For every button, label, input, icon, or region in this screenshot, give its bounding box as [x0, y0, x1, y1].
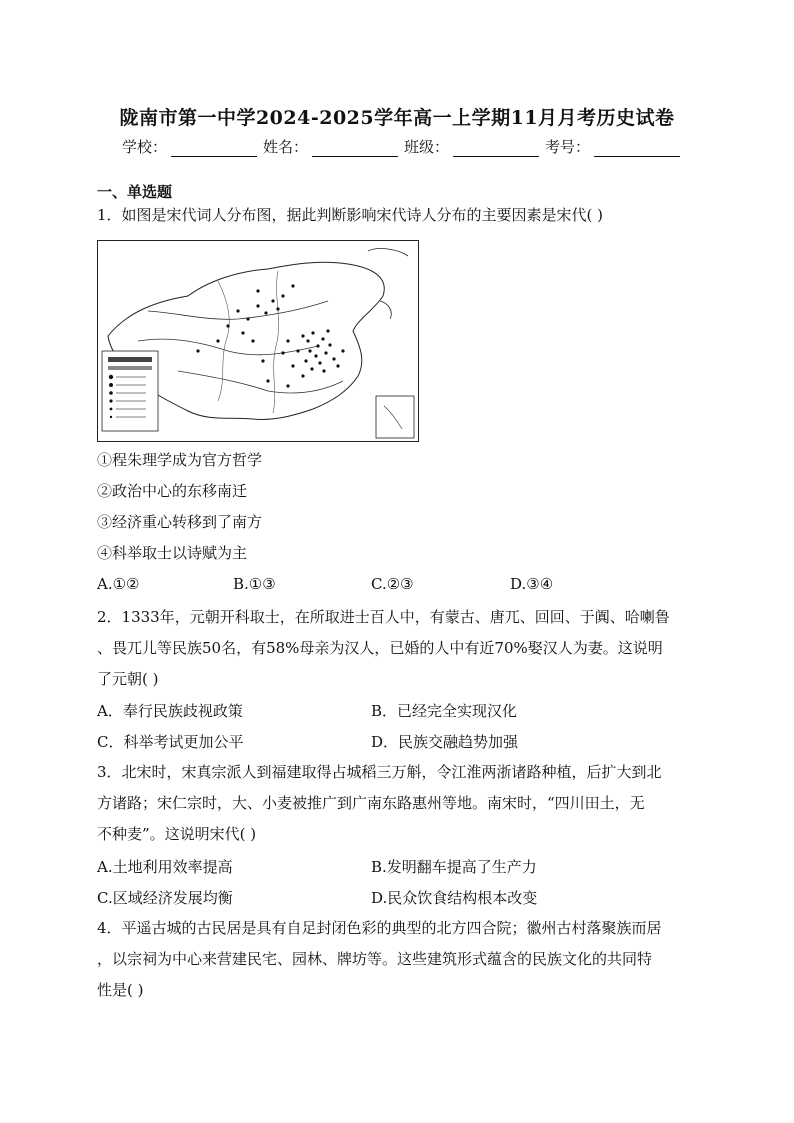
q3-stem-line-1: 3．北宋时，宋真宗派人到福建取得占城稻三万斛，令江淮两浙诸路种植，后扩大到北 [97, 763, 662, 781]
exam-title: 陇南市第一中学2024-2025学年高一上学期11月月考历史试卷 [119, 107, 675, 129]
song-poet-distribution-map [97, 240, 419, 442]
q3-option-d[interactable]: D.民众饮食结构根本改变 [371, 889, 538, 907]
q4-stem-line-3: 性是( ) [97, 981, 144, 999]
school-blank [171, 140, 257, 157]
class-blank [453, 140, 539, 157]
q1-statement-1: ①程朱理学成为官方哲学 [97, 451, 263, 469]
student-info-row [122, 136, 686, 157]
q3-stem-line-2: 方诸路；宋仁宗时，大、小麦被推广到广南东路惠州等地。南宋时，“四川田土，无 [97, 794, 645, 812]
number-label: 考号： [545, 138, 591, 156]
map-legend [102, 351, 158, 431]
name-blank [312, 140, 398, 157]
q1-option-a[interactable]: A.①② [97, 575, 140, 593]
q3-option-b[interactable]: B.发明翻车提高了生产力 [371, 858, 537, 876]
number-blank [594, 140, 680, 157]
q2-option-c[interactable]: C．科举考试更加公平 [97, 733, 244, 751]
q1-option-b[interactable]: B.①③ [233, 575, 276, 593]
q2-stem-line-1: 2．1333年，元朝开科取士，在所取进士百人中，有蒙古、唐兀、回回、于阗、哈喇鲁 [97, 608, 670, 626]
q1-option-d[interactable]: D.③④ [510, 575, 554, 593]
q1-statement-2: ②政治中心的东移南迁 [97, 482, 248, 500]
q1-statement-4: ④科举取士以诗赋为主 [97, 544, 248, 562]
q1-statement-3: ③经济重心转移到了南方 [97, 513, 263, 531]
q2-option-a[interactable]: A．奉行民族歧视政策 [97, 702, 243, 720]
map-inset [376, 396, 414, 438]
q2-stem-line-2: 、畏兀儿等民族50名，有58%母亲为汉人，已婚的人中有近70%娶汉人为妻。这说明 [97, 639, 663, 657]
q3-option-a[interactable]: A.土地利用效率提高 [97, 858, 233, 876]
q4-stem-line-1: 4．平遥古城的古民居是具有自足封闭色彩的典型的北方四合院；徽州古村落聚族而居 [97, 919, 662, 937]
q2-option-b[interactable]: B．已经完全实现汉化 [371, 702, 518, 720]
map-image [98, 241, 418, 441]
q2-stem-line-3: 了元朝( ) [97, 670, 159, 688]
q3-option-c[interactable]: C.区域经济发展均衡 [97, 889, 233, 907]
school-label: 学校： [122, 138, 168, 156]
q4-stem-line-2: ，以宗祠为中心来营建民宅、园林、牌坊等。这些建筑形式蕴含的民族文化的共同特 [97, 950, 653, 968]
class-label: 班级： [404, 138, 450, 156]
q1-stem: 1．如图是宋代词人分布图，据此判断影响宋代诗人分布的主要因素是宋代( ) [97, 206, 604, 224]
q1-option-c[interactable]: C.②③ [371, 575, 414, 593]
section-heading: 一、单选题 [97, 183, 173, 201]
q3-stem-line-3: 不种麦”。这说明宋代( ) [97, 825, 257, 843]
name-label: 姓名： [263, 138, 309, 156]
q2-option-d[interactable]: D．民族交融趋势加强 [371, 733, 519, 751]
